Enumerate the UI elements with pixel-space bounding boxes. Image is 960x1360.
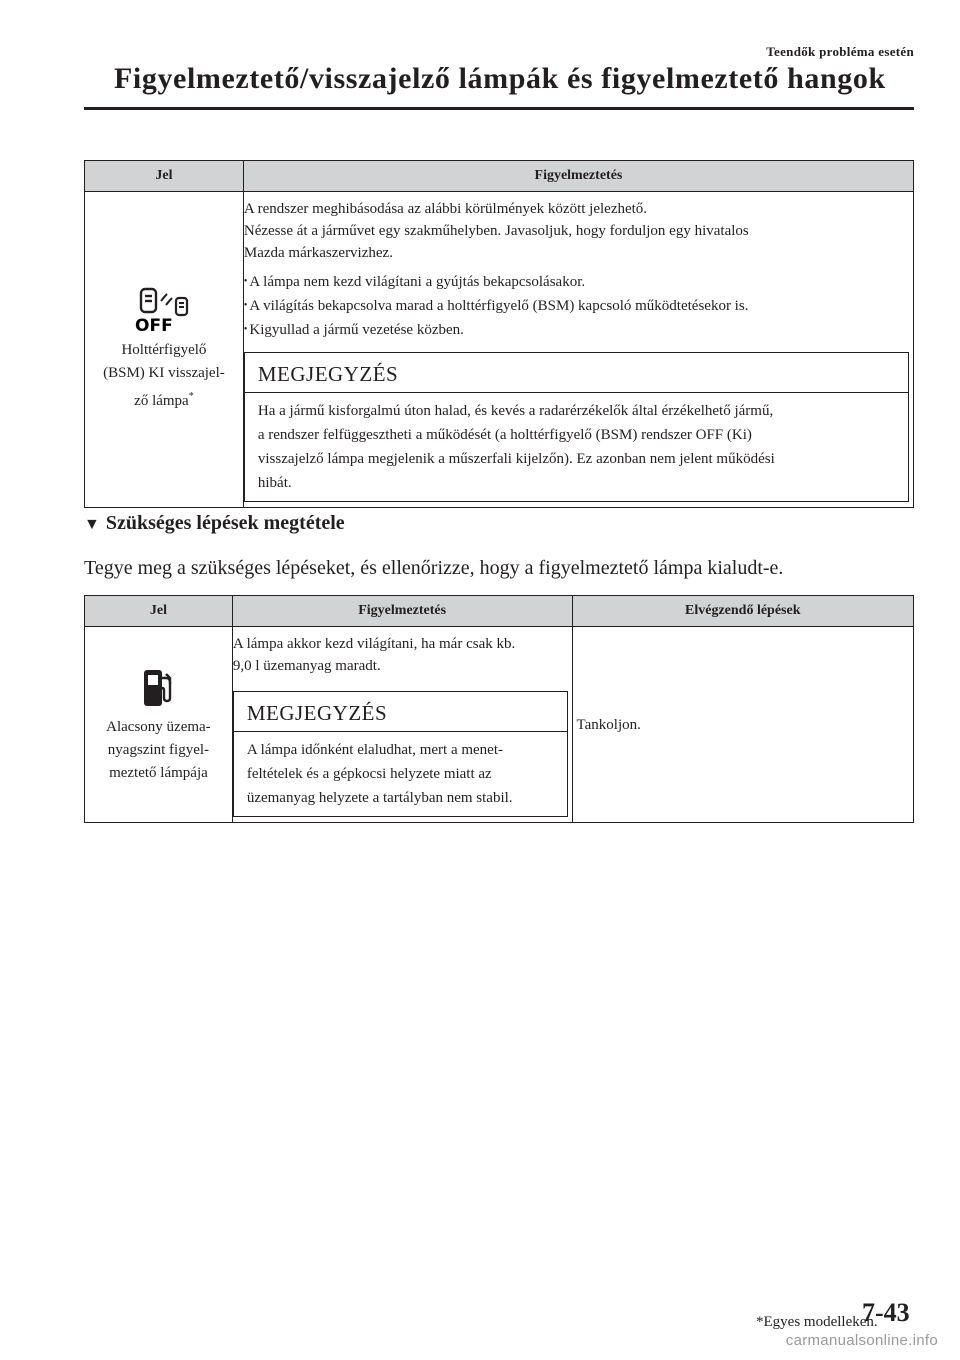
note-body (245, 393, 908, 501)
warning-cell (232, 627, 572, 823)
section-paragraph: Tegye meg a szükséges lépéseket, és ellenőrizze, hogy a figyelmeztető lámpa kialudt-e. (84, 557, 784, 579)
text-line: hibát. (257, 475, 292, 491)
page-title: Figyelmeztető/visszajelző lámpák és figyelmeztető hangok (114, 62, 886, 95)
warning-intro (244, 198, 909, 264)
table-header-row (85, 161, 914, 192)
column-header-warning: Figyelmeztetés (243, 161, 913, 192)
text-line: üzemanyag helyzete a tartályban nem stabil. (246, 790, 513, 806)
column-header-jel: Jel (85, 596, 233, 627)
note-title: MEGJEGYZÉS (234, 692, 567, 732)
label-line: Holttérfigyelő (121, 341, 207, 358)
symbol-label (89, 339, 239, 413)
text-line: visszajelző lámpa megjelenik a műszerfali kijelzőn). Ez azonban nem jelent működési (257, 451, 775, 467)
watermark: carmanualsonline.info (785, 1332, 938, 1349)
column-header-steps: Elvégzendő lépések (572, 596, 914, 627)
table-row (85, 627, 914, 823)
steps-cell: Tankoljon. (572, 627, 914, 823)
page-number: 7-43 (862, 1298, 910, 1327)
column-header-jel: Jel (85, 161, 244, 192)
text-line: Mazda márkaszervizhez. (243, 245, 393, 261)
warning-text (233, 633, 568, 677)
bsm-warning-table (84, 160, 914, 508)
bsm-off-icon (133, 287, 195, 333)
symbol-label (89, 716, 228, 785)
header-rule (84, 107, 914, 110)
text-line: 9,0 l üzemanyag maradt. (232, 658, 381, 674)
symbol-cell (85, 192, 244, 508)
list-item: • Kigyullad a jármű vezetése közben. (244, 318, 909, 342)
note-box (233, 691, 568, 817)
footnote: *Egyes modelleken. (756, 1314, 878, 1330)
condition-list (244, 270, 909, 342)
text-line: Nézesse át a járművet egy szakműhelyben. Javasoljuk, hogy forduljon egy hivatalos (243, 223, 749, 239)
triangle-down-icon: ▼ (84, 516, 100, 533)
list-item: • A lámpa nem kezd világítani a gyújtás bekapcsolásakor. (244, 270, 909, 294)
text-line: a rendszer felfüggesztheti a működését (a holttérfigyelő (BSM) rendszer OFF (Ki) (257, 427, 752, 443)
label-line: nyagszint figyel- (107, 742, 210, 758)
section-heading-text: Szükséges lépések megtétele (105, 512, 345, 534)
column-header-warning: Figyelmeztetés (232, 596, 572, 627)
note-body (234, 732, 567, 816)
text-line: A lámpa időnként elaludhat, mert a menet- (246, 742, 503, 758)
table-row (85, 192, 914, 508)
icon-off-text: OFF (134, 315, 173, 333)
label-line: Alacsony üzema- (106, 719, 211, 735)
fuel-pump-icon (138, 664, 178, 710)
list-item: • A világítás bekapcsolva marad a holttérfigyelő (BSM) kapcsoló működtetésekor is. (244, 294, 909, 318)
note-box (244, 352, 909, 502)
warning-cell (243, 192, 913, 508)
text-line: feltételek és a gépkocsi helyzete miatt az (246, 766, 492, 782)
label-line: meztető lámpája (109, 765, 208, 781)
text-line: A lámpa akkor kezd világítani, ha már csak kb. (232, 636, 516, 652)
table-header-row (85, 596, 914, 627)
text-line: A rendszer meghibásodása az alábbi körülmények között jelezhető. (243, 201, 648, 217)
section-heading (84, 512, 345, 535)
footnote-mark: * (188, 390, 194, 402)
note-title: MEGJEGYZÉS (245, 353, 908, 393)
symbol-cell (85, 627, 233, 823)
text-line: Ha a jármű kisforgalmú úton halad, és kevés a radarérzékelők által érzékelhető jármű, (257, 403, 774, 419)
fuel-warning-table (84, 595, 914, 823)
section-title: Teendők probléma esetén (766, 44, 914, 59)
label-line: (BSM) KI visszajel- (103, 364, 225, 381)
label-line: ző lámpa (134, 392, 189, 409)
